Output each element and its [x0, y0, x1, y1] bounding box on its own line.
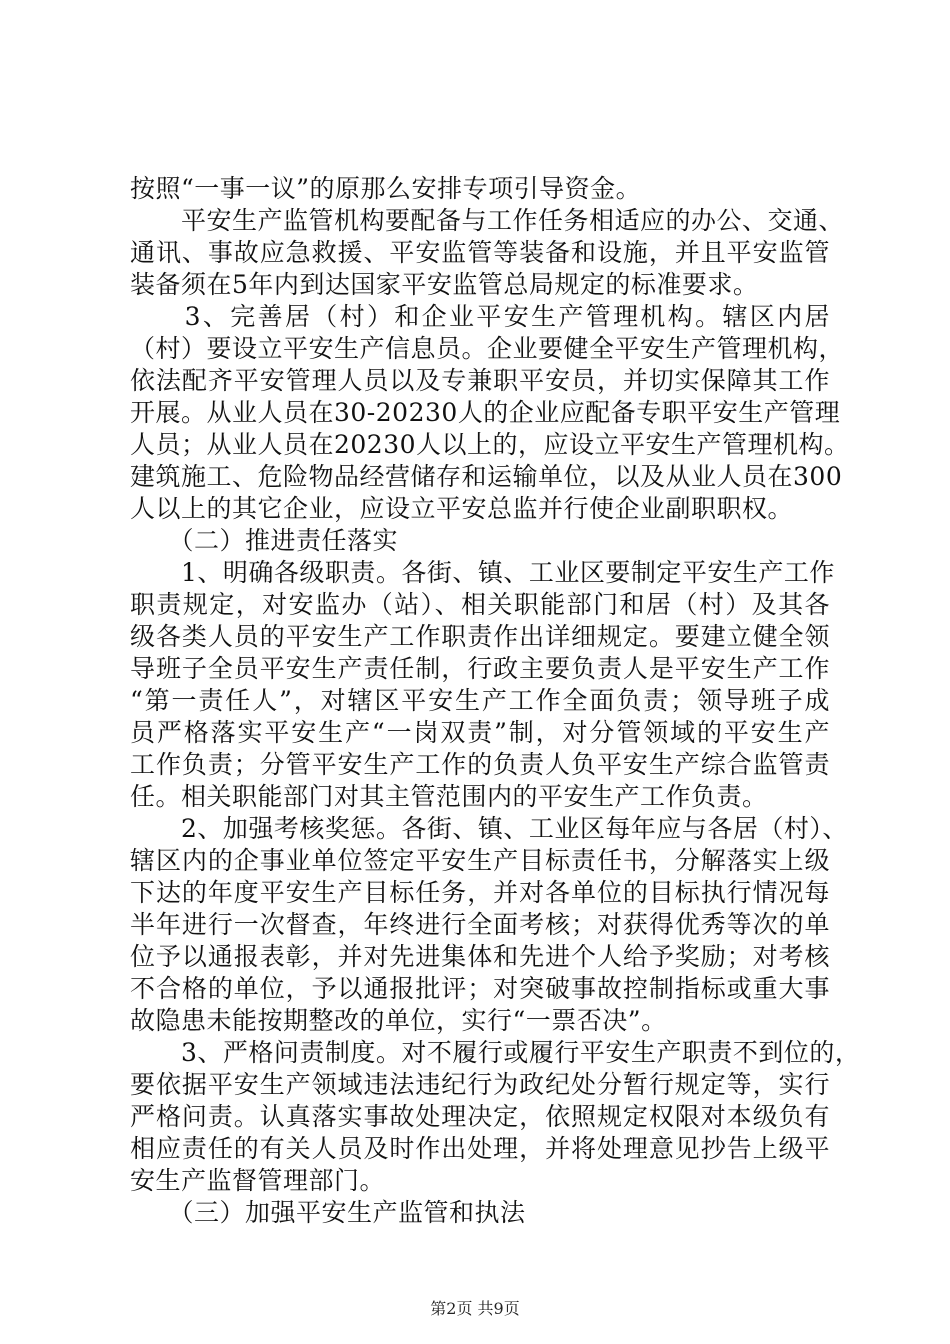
text-line: 开展。从业人员在30-20230人的企业应配备专职平安生产管理 [130, 398, 841, 427]
text-line: 安生产监督管理部门。 [130, 1166, 386, 1195]
text-line: 位予以通报表彰，并对先进集体和先进个人给予奖励；对考核 [130, 942, 830, 971]
text-line: 建筑施工、危险物品经营储存和运输单位，以及从业人员在300 [130, 462, 843, 491]
text-line: 不合格的单位，予以通报批评；对突破事故控制指标或重大事 [130, 974, 830, 1003]
text-line: 要依据平安生产领域违法违纪行为政纪处分暂行规定等，实行 [130, 1070, 830, 1099]
text-line: 依法配齐平安管理人员以及专兼职平安员，并切实保障其工作 [130, 366, 830, 395]
text-line: 装备须在5年内到达国家平安监管总局规定的标准要求。 [130, 270, 759, 299]
section-heading: （三）加强平安生产监管和执法 [130, 1198, 526, 1227]
text-line: 级各类人员的平安生产工作职责作出详细规定。要建立健全领 [130, 622, 830, 651]
text-line: 严格问责。认真落实事故处理决定，依照规定权限对本级负有 [130, 1102, 830, 1131]
text-line: 3、严格问责制度。对不履行或履行平安生产职责不到位的， [130, 1038, 861, 1067]
text-line: 2、加强考核奖惩。各街、镇、工业区每年应与各居（村）、 [130, 814, 848, 843]
text-line: 人以上的其它企业，应设立平安总监并行使企业副职职权。 [130, 494, 794, 523]
text-line: 导班子全员平安生产责任制，行政主要负责人是平安生产工作 [130, 654, 830, 683]
text-line: 员严格落实平安生产“一岗双责”制，对分管领域的平安生产 [130, 718, 830, 747]
text-line: 相应责任的有关人员及时作出处理，并将处理意见抄告上级平 [130, 1134, 830, 1163]
text-line: 按照“一事一议”的原那么安排专项引导资金。 [130, 174, 642, 203]
text-line: 人员；从业人员在20230人以上的，应设立平安生产管理机构。 [130, 430, 850, 459]
text-line: 辖区内的企事业单位签定平安生产目标责任书，分解落实上级 [130, 846, 830, 875]
text-line: 3、完善居（村）和企业平安生产管理机构。辖区内居 [130, 302, 830, 331]
text-line: 平安生产监管机构要配备与工作任务相适应的办公、交通、 [130, 206, 845, 235]
text-line: 半年进行一次督查，年终进行全面考核；对获得优秀等次的单 [130, 910, 830, 939]
text-line: 职责规定，对安监办（站）、相关职能部门和居（村）及其各 [130, 590, 830, 619]
text-line: 工作负责；分管平安生产工作的负责人负平安生产综合监管责 [130, 750, 830, 779]
text-line: 故隐患未能按期整改的单位，实行“一票否决”。 [130, 1006, 667, 1035]
text-line: 通讯、事故应急救援、平安监管等装备和设施，并且平安监管 [130, 238, 830, 267]
text-line: “第一责任人”，对辖区平安生产工作全面负责；领导班子成 [130, 686, 830, 715]
text-line: （村）要设立平安生产信息员。企业要健全平安生产管理机构， [130, 334, 845, 363]
text-line: 下达的年度平安生产目标任务，并对各单位的目标执行情况每 [130, 878, 830, 907]
section-heading: （二）推进责任落实 [130, 526, 399, 555]
page-number-footer: 第2页 共9页 [430, 1299, 520, 1318]
text-line: 1、明确各级职责。各街、镇、工业区要制定平安生产工作 [130, 558, 835, 587]
text-line: 任。相关职能部门对其主管范围内的平安生产工作负责。 [130, 782, 768, 811]
